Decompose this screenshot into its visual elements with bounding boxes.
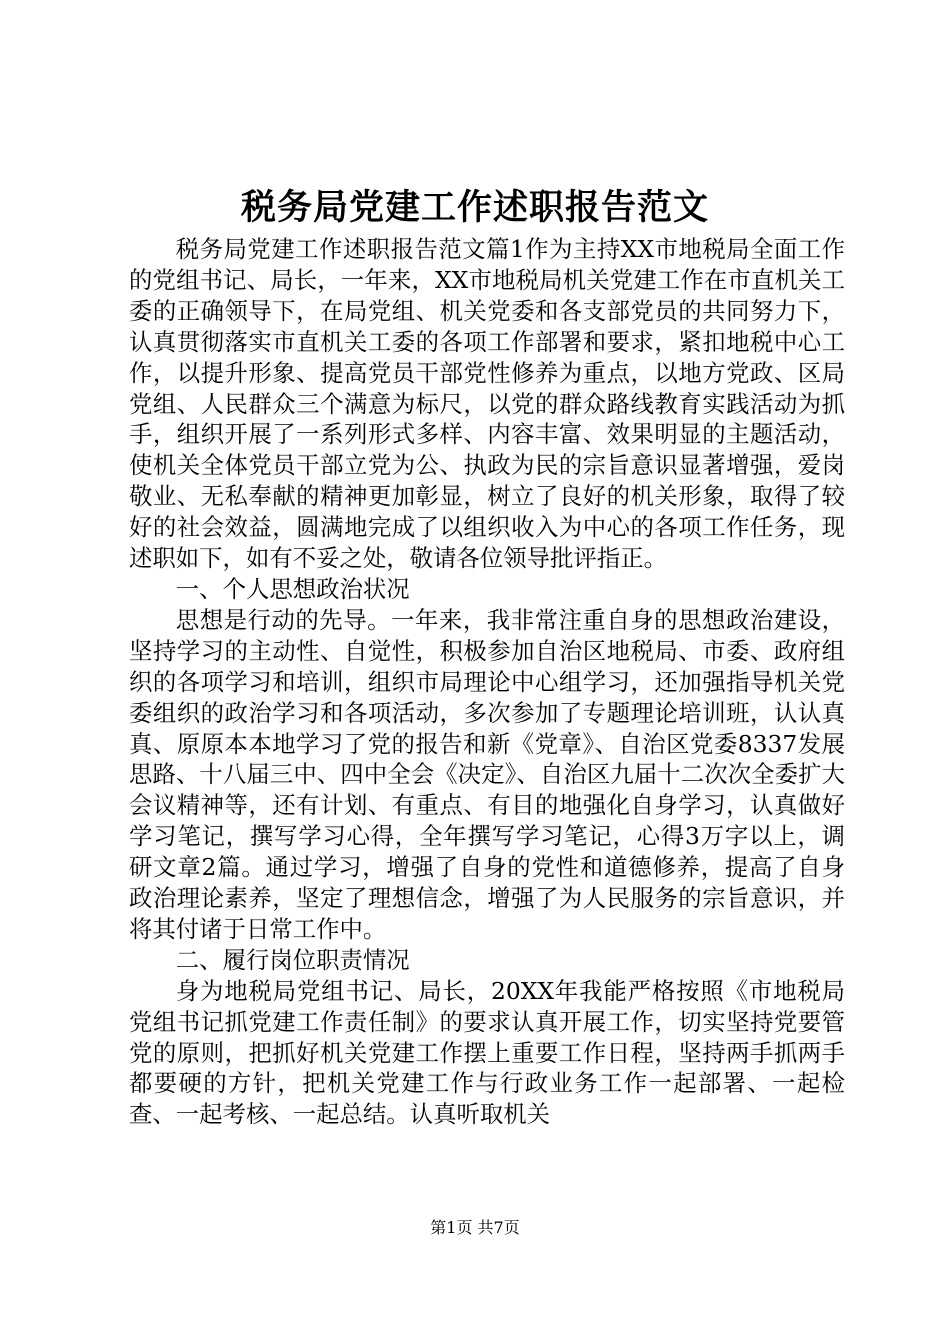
- section-1-paragraph: 思想是行动的先导。一年来，我非常注重自身的思想政治建设，坚持学习的主动性、自觉性，积极参加自治区地税局、市委、政府组织的各项学习和培训，组织市局理论中心组学习，还加强指导机关党委组织的政治学习和各项活动，多次参加了专题理论培训班，认认真真、原原本本地学习了党的报告和新《党章》、自治区党委8337发展思路、十八届三中、四中全会《决定》、自治区九届十二次次全委扩大会议精神等，还有计划、有重点、有目的地强化自身学习，认真做好学习笔记，撰写学习心得，全年撰写学习笔记，心得3万字以上，调研文章2篇。通过学习，增强了自身的党性和道德修养，提高了自身政治理论素养，坚定了理想信念，增强了为人民服务的宗旨意识，并将其付诸于日常工作中。: [129, 605, 845, 943]
- section-heading-1: 一、个人思想政治状况: [175, 574, 410, 603]
- section-heading-2: 二、履行岗位职责情况: [175, 945, 410, 974]
- section-2-paragraph: 身为地税局党组书记、局长，20XX年我能严格按照《市地税局党组书记抓党建工作责任制》的要求认真开展工作，切实坚持党要管党的原则，把抓好机关党建工作摆上重要工作日程，坚持两手抓两手都要硬的方针，把机关党建工作与行政业务工作一起部署、一起检查、一起考核、一起总结。认真听取机关: [129, 976, 845, 1129]
- document-body: [129, 234, 845, 1130]
- page-footer: 第1页 共7页: [430, 1218, 520, 1237]
- document-title: 税务局党建工作述职报告范文: [240, 187, 709, 228]
- intro-paragraph: 税务局党建工作述职报告范文篇1作为主持XX市地税局全面工作的党组书记、局长，一年来，XX市地税局机关党建工作在市直机关工委的正确领导下，在局党组、机关党委和各支部党员的共同努力下，认真贯彻落实市直机关工委的各项工作部署和要求，紧扣地税中心工作，以提升形象、提高党员干部党性修养为重点，以地方党政、区局党组、人民群众三个满意为标尺，以党的群众路线教育实践活动为抓手，组织开展了一系列形式多样、内容丰富、效果明显的主题活动，使机关全体党员干部立党为公、执政为民的宗旨意识显著增强，爱岗敬业、无私奉献的精神更加彰显，树立了良好的机关形象，取得了较好的社会效益，圆满地完成了以组织收入为中心的各项工作任务，现述职如下，如有不妥之处，敬请各位领导批评指正。: [129, 235, 845, 573]
